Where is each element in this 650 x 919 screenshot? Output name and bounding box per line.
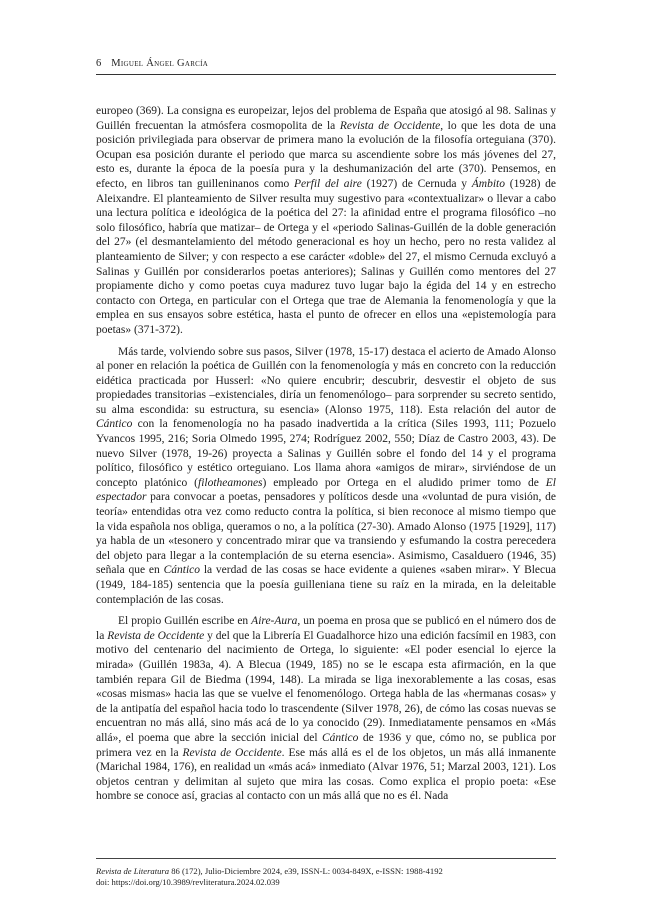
text-run: con la fenomenología no ha pasado inadvertida a la crítica (Siles 1993, 111; Pozuelo Yvancos 1995, 216; Soria Olmedo 1995, 274; Rodríguez 2002, 550; Díaz de Castro 2003, 43). De nuevo Silver (1978, 19-26) proyecta a Salinas y Guillén sobre el fondo del 14 y el programa político, filosófico y estético orteguiano. Los llama ahora «amigos de mirar», sirviéndose de un concepto platónico (	[96, 418, 556, 489]
italic-title: El espectador	[96, 476, 556, 504]
text-run: El propio Guillén escribe en	[118, 615, 252, 628]
footer-citation	[96, 866, 566, 877]
footer-rule	[96, 858, 556, 859]
paragraph-2	[96, 345, 556, 608]
italic-title: Revista de Occidente	[339, 119, 441, 132]
text-run: ) empleado por Ortega en el aludido primer tomo de	[262, 476, 546, 489]
italic-title: Cántico	[96, 418, 133, 431]
header-rule	[96, 74, 556, 75]
paragraph-1	[96, 104, 556, 338]
text-run: . Ese más allá es el de los objetos, un más allá inmanente (Marichal 1984, 176), en realidad un «más acá» inmediato (Alvar 1976, 51; Marzal 2003, 121). Los objetos centran y delimitan al sujeto que mira las cosas. Como explica el propio poeta: «Ese hombre se conoce así, gracias al contacto con un más allá que no es él. Nada	[96, 746, 556, 803]
text-run: , un poema en prosa que se publicó en el número dos de la	[96, 615, 556, 642]
footer-doi: doi: https://doi.org/10.3989/revliteratura.2024.02.039	[96, 877, 280, 887]
italic-title: Cántico	[163, 564, 201, 577]
italic-title: Revista de Occidente	[107, 629, 205, 642]
running-head-author: Miguel Ángel García	[111, 58, 209, 69]
italic-title: Ámbito	[471, 177, 505, 190]
footer	[96, 866, 566, 888]
italic-title: Perfil del aire	[294, 177, 362, 190]
text-run: , lo que les dota de una posición privilegiada para observar de primera mano la evolución de la filosofía orteguiana (370). Ocupan esa posición durante el periodo que marca su ascendiente sobre los más jóvenes del 27, esto es, durante la época de la poesía pura y la deshumanización del arte (370). Pensemos, en efecto, en libros tan guilleninanos como	[96, 119, 556, 190]
italic-title: Cántico	[321, 731, 359, 744]
running-head	[96, 58, 556, 69]
text-run: y del que la Librería El Guadalhorce hizo una edición facsímil en 1983, con motivo del centenario del nacimiento de Ortega, lo siguiente: «El poder esencial lo ejerce la mirada» (Guillén 1983a, 4). A Blecua (1949, 185) no se le escapa esta afirmación, en la que también repara Gil de Biedma (1994, 148). La mirada se liga inexorablemente a las cosas, esas «cosas mismas» hacia las que se vuelve el fenomenólogo. Ortega habla de las «hermanas cosas» y de la antipatía del español hacia todo lo trascendente (Silver 1978, 26), de cómo las cosas nuevas se encuentran no más allá, sino más acá de lo ya conocido (29). Inmediatamente pensamos en «Más allá», el poema que abre la sección inicial del	[96, 629, 556, 744]
body-text	[96, 104, 556, 804]
italic-title: Aire-Aura	[251, 615, 298, 628]
text-run: (1928) de Aleixandre. El planteamiento de Silver resulta muy sugestivo para «contextualizar» o llevar a cabo una lectura política e ideológica de la poética del 27: la afinidad entre el programa filosófico –no solo filosófico, habría que matizar– de Ortega y el «periodo Salinas-Guillén de la doble generación del 27» (el desmantelamiento del método generacional es hoy un hecho, pero no resta validez al planteamiento de Silver; y con respecto a ese carácter «doble» del 27, el mismo Cernuda excluyó a Salinas y Guillén por considerarlos poetas anteriores); Salinas y Guillén como mentores del 27 propiamente dicho y como poetas cuya madurez tuvo lugar bajo la égida del 14 y en estrecho contacto con Ortega, en particular con el Ortega que trae de Alemania la fenomenología y que la emplea en sus ensayos sobre estética, hasta el punto de ofrecer en ellos una «epistemología para poetas» (371-372).	[96, 177, 556, 336]
text-run: para convocar a poetas, pensadores y políticos desde una «voluntad de pura visión, de teoría» entendidas otra vez como reducto contra la política, si bien reconoce al mismo tiempo que la vida española nos obliga, queramos o no, a la política (27-30). Amado Alonso (1975 [1929], 117) ya habla de un «tesonero y concentrado mirar que va transiendo y esfumando la costra perecedera del objeto para llegar a la contemplación de su eterna esencia». Asimismo, Casalduero (1946, 35) señala que en	[96, 491, 556, 577]
italic-term: filotheamones	[198, 476, 263, 489]
issue-info: 86 (172), Julio-Diciembre 2024, e39, ISSN-L: 0034-849X, e-ISSN: 1988-4192	[169, 866, 443, 876]
text-run: europeo (369). La consigna es europeizar, lejos del problema de España que atosigó al 98. Salinas y Guillén frecuentan la atmósfera cosmopolita de la	[96, 105, 556, 132]
page-number: 6	[96, 58, 102, 69]
text-run: de 1936 y que, cómo no, se publica por primera vez en la	[96, 731, 557, 759]
text-run: (1927) de Cernuda y	[361, 177, 472, 190]
italic-title: Revista de Occidente	[182, 746, 282, 759]
paragraph-3	[96, 614, 556, 804]
text-run: la verdad de las cosas se hace evidente a quienes «saben mirar». Y Blecua (1949, 184-185) sentencia que la poesía guilleniana tiene su raíz en la mirada, en la deleitable contemplación de las cosas.	[96, 564, 556, 606]
text-run: Más tarde, volviendo sobre sus pasos, Silver (1978, 15-17) destaca el acierto de Amado Alonso al poner en relación la poética de Guillén con la fenomenología y más en concreto con la reducción eidética practicada por Husserl: «No quiere encubrir; descubrir, desvestir el objeto de sus propiedades transitorias –existenciales, diría un fenomenólogo– para sorprender su secreto sentido, su alma escondida: su estructura, su esencia» (Alonso 1975, 118). Esta relación del autor de	[96, 345, 556, 416]
journal-name: Revista de Literatura	[96, 866, 170, 876]
